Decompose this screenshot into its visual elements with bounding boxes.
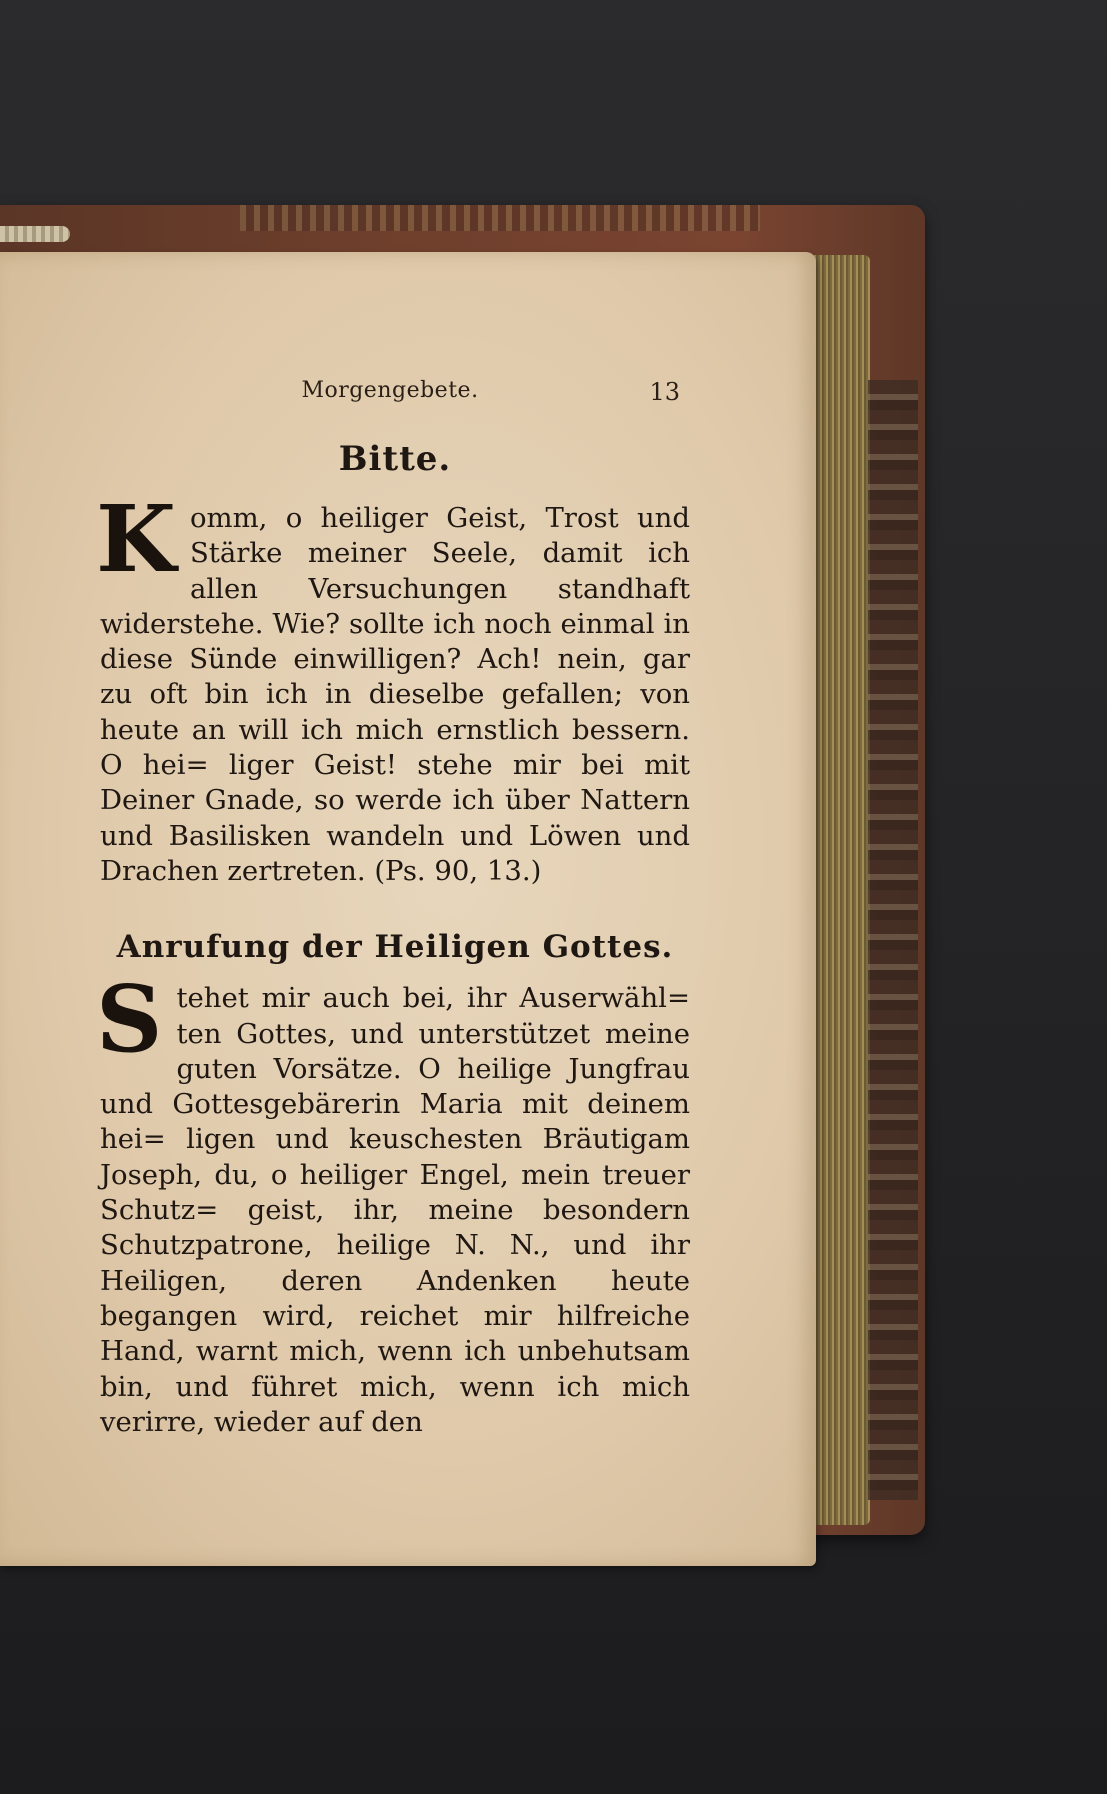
text-line: Gnade, so werde ich über Nattern und [100,784,690,852]
text-line: mir hilfreiche Hand, warnt mich, wenn [100,1299,691,1368]
text-line: tehet mir auch bei, ihr Auserwähl= [176,982,690,1015]
book-page [0,252,816,1566]
running-head [96,378,684,414]
prayer-paragraph-anrufung [96,965,691,1440]
spine-decoration [868,380,918,1500]
cover-ornament [240,205,760,231]
text-line: omm, o heiliger Geist, Trost und [189,502,690,534]
text-line: Wie? sollte ich noch einmal in diese [100,607,690,676]
text-line: Drachen zertreten. (Ps. 90, 13.) [100,854,542,887]
text-line: geist, ihr, meine besondern Schutzpatrone, [100,1194,690,1262]
bookmark-ribbon [0,226,70,242]
text-line: ich unbehutsam bin, und führet mich, [100,1335,690,1403]
text-column [96,437,691,1440]
section-heading-anrufung: Anrufung der Heiligen Gottes. [116,929,674,966]
text-line: Gottesgebärerin Maria mit deinem hei= [100,1088,690,1156]
text-line: an will ich mich ernstlich bessern. O hei= [100,713,690,782]
drop-cap: K [96,485,176,593]
text-line: heilige N. N., und ihr Heiligen, deren [100,1229,690,1297]
text-line: Sünde einwilligen? Ach! nein, gar zu [100,643,691,711]
text-line: Andenken heute begangen wird, reichet [100,1264,690,1332]
running-title: Morgengebete. [301,378,479,403]
page-number: 13 [649,378,680,406]
text-line: ligen und keuschesten Bräutigam Joseph, [100,1123,690,1191]
drop-cap: S [96,965,163,1074]
text-line: guten Vorsätze. O heilige Jungfrau und [100,1052,690,1121]
section-heading-bitte: Bitte. [338,439,452,479]
prayer-paragraph-bitte [96,485,691,889]
text-line: allen Versuchungen standhaft widerstehe. [100,572,690,640]
text-line: wenn ich mich verirre, wieder auf den [100,1370,690,1438]
text-line: oft bin ich in dieselbe gefallen; von heute [100,678,691,746]
text-line: Stärke meiner Seele, damit ich [189,537,690,570]
text-line: du, o heiliger Engel, mein treuer Schutz= [100,1158,690,1227]
text-line: ten Gottes, und unterstützet meine [176,1017,690,1050]
text-line: liger Geist! stehe mir bei mit Deiner [100,749,690,817]
text-line: Basilisken wandeln und Löwen und [168,819,690,852]
